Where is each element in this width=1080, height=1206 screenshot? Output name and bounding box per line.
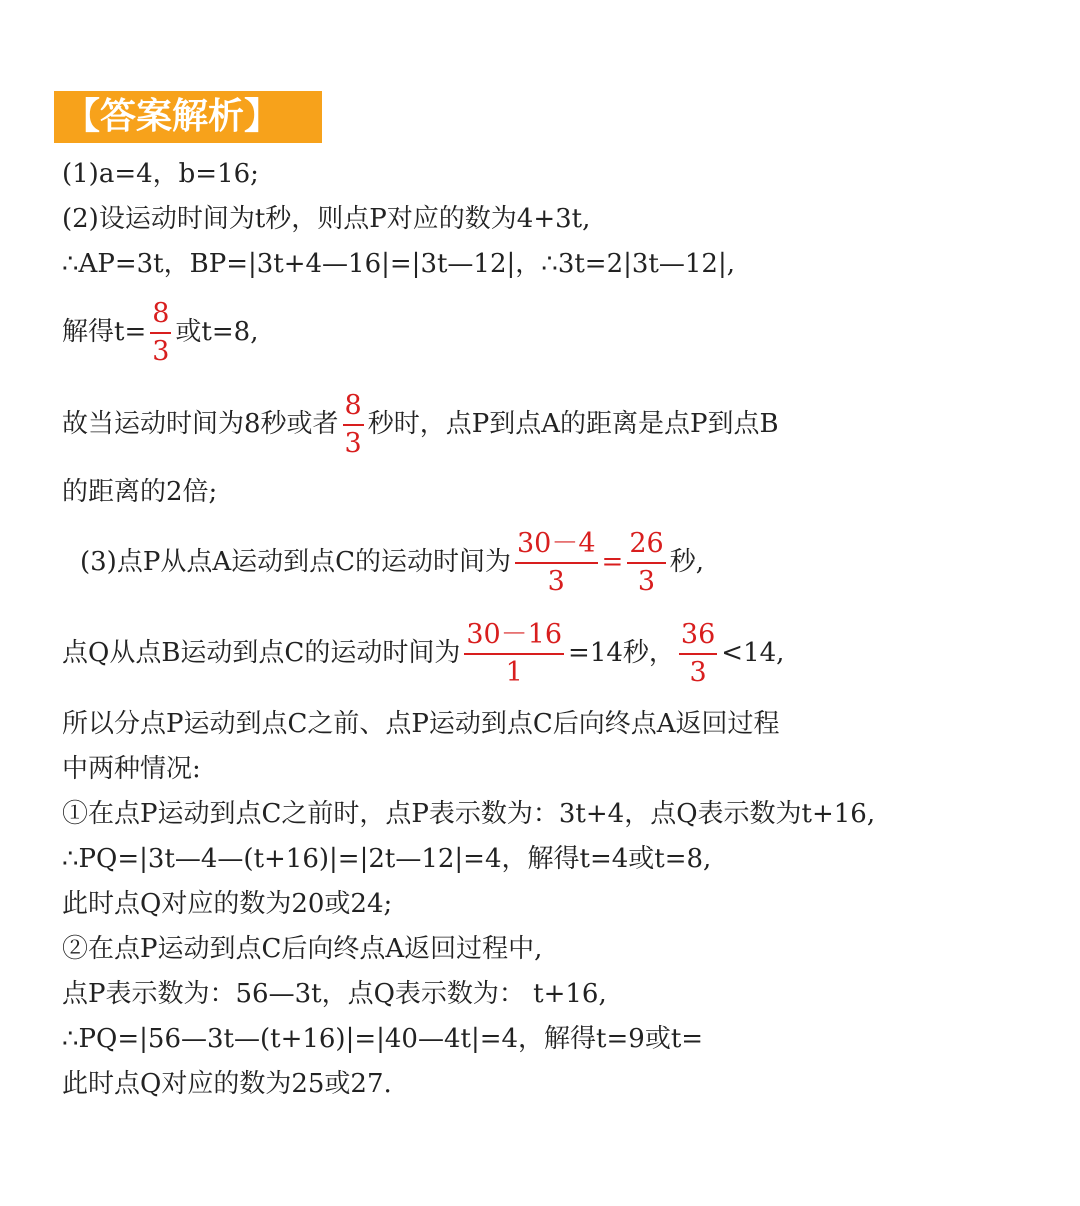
faded-text-overlay [760,1020,870,1060]
line-case2-result: 此时点Q对应的数为25或27. [62,1069,392,1099]
line-part2-solve [62,296,258,370]
fraction-thirty-minus-sixteen-over-one [464,617,564,691]
q-time-mid: =14秒， [568,638,675,668]
fraction-numerator: 36 [679,617,717,655]
fraction-eight-thirds [343,388,364,462]
line-case2-intro: ②在点P运动到点C后向终点A返回过程中, [62,934,543,964]
line-part3-q-time [62,617,784,691]
fraction-numerator: 30－4 [515,526,598,564]
fraction-numerator: 30－16 [464,617,564,655]
line-part3-p-time [80,526,704,600]
line-case2-setup: 点P表示数为：56—3t，点Q表示数为： t+16, [62,979,607,1009]
line-case2-equation: ∴PQ=|56—3t—(t+16)|=|40—4t|=4，解得t=9或t= [62,1024,704,1054]
fraction-thirty-six-thirds [679,617,717,691]
fraction-denominator: 3 [547,566,565,597]
fraction-twenty-six-thirds [627,526,665,600]
fraction-denominator: 3 [152,336,170,367]
fraction-denominator: 3 [344,428,362,459]
answer-analysis-banner: 【答案解析】 [54,91,322,143]
line-cases-intro: 所以分点P运动到点C之前、点P运动到点C后向终点A返回过程 [62,709,780,739]
fraction-numerator: 8 [343,388,364,426]
fraction-denominator: 3 [689,657,707,688]
fraction-eight-thirds [150,296,171,370]
equals-sign: = [601,547,624,577]
line-cases-intro-cont: 中两种情况: [62,754,201,784]
line-case1-equation: ∴PQ=|3t—4—(t+16)|=|2t—12|=4，解得t=4或t=8, [62,844,712,874]
line-part2-setup: (2)设运动时间为t秒，则点P对应的数为4+3t, [62,204,591,234]
line-part1: (1)a=4，b=16; [62,159,259,189]
time-suffix: 秒时，点P到点A的距离是点P到点B [367,409,779,439]
time-prefix: 故当运动时间为8秒或者 [62,409,339,439]
fraction-numerator: 8 [150,296,171,334]
fraction-denominator: 1 [505,657,523,688]
q-time-prefix: 点Q从点B运动到点C的运动时间为 [62,638,461,668]
part3-suffix: 秒, [669,547,704,577]
solve-prefix: 解得t= [62,317,147,347]
line-part2-equation: ∴AP=3t，BP=|3t+4—16|=|3t—12|，∴3t=2|3t—12|, [62,249,735,279]
line-case1-result: 此时点Q对应的数为20或24; [62,889,393,919]
part3-prefix: (3)点P从点A运动到点C的运动时间为 [80,547,511,577]
solve-suffix: 或t=8, [175,317,259,347]
line-part2-conclusion-cont: 的距离的2倍; [62,477,218,507]
fraction-denominator: 3 [637,566,656,597]
fraction-numerator: 26 [627,526,665,564]
line-case1-setup: ①在点P运动到点C之前时，点P表示数为：3t+4，点Q表示数为t+16, [62,799,876,829]
q-time-suffix: <14, [721,638,785,668]
fraction-thirty-minus-four-over-three [515,526,598,600]
line-part2-conclusion [62,388,779,462]
